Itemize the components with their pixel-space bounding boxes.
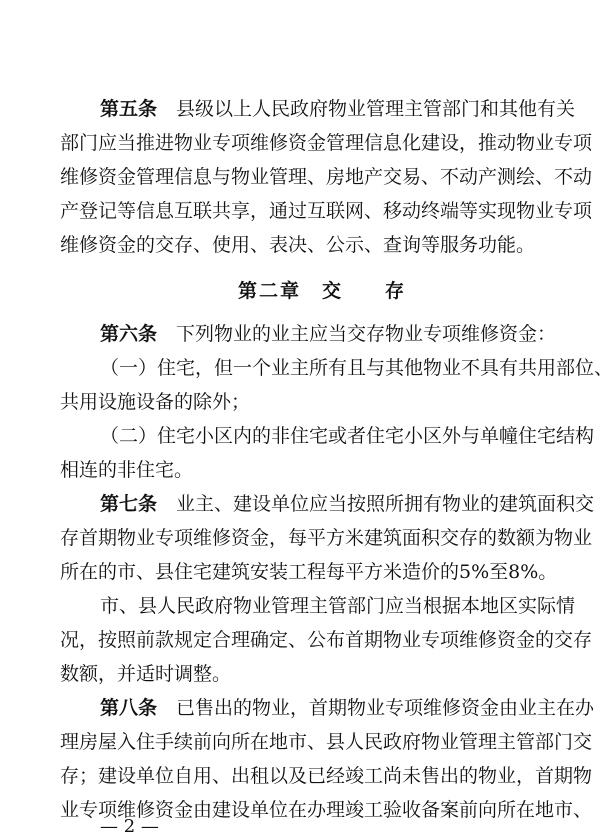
article-6-line-3: 共用设施设备的除外； <box>60 391 251 413</box>
article-5-line-5: 维修资金的交存、使用、表决、公示、查询等服务功能。 <box>60 234 536 256</box>
article-8-label: 第八条 <box>100 697 158 719</box>
article-8-line-3: 存；建设单位自用、出租以及已经竣工尚未售出的物业，首期物 <box>60 765 593 787</box>
article-7-line-3: 所在的市、县住宅建筑安装工程每平方米造价的5%至8%。 <box>60 561 558 583</box>
article-7-line-2: 存首期物业专项维修资金，每平方米建筑面积交存的数额为物业 <box>60 527 593 549</box>
article-7-line-5: 况，按照前款规定合理确定、公布首期物业专项维修资金的交存 <box>60 629 593 651</box>
article-5-line-2: 部门应当推进物业专项维修资金管理信息化建设，推动物业专项 <box>60 132 593 154</box>
article-5-line-4: 产登记等信息互联共享，通过互联网、移动终端等实现物业专项 <box>60 200 593 222</box>
article-5-line-3: 维修资金管理信息与物业管理、房地产交易、不动产测绘、不动 <box>60 166 593 188</box>
article-7-line-4: 市、县人民政府物业管理主管部门应当根据本地区实际情 <box>100 595 576 617</box>
page-number: — 2 — <box>100 816 159 837</box>
article-5-text-1: 县级以上人民政府物业管理主管部门和其他有关 <box>176 98 576 120</box>
article-8-line-4: 业专项维修资金由建设单位在办理竣工验收备案前向所在地市、 <box>60 799 593 821</box>
article-6-line-1 <box>100 322 556 346</box>
article-7-label: 第七条 <box>100 493 158 515</box>
article-6-line-2: （一）住宅，但一个业主所有且与其他物业不具有共用部位、 <box>100 357 614 379</box>
article-8-line-1 <box>100 696 594 720</box>
article-8-text-1: 已售出的物业，首期物业专项维修资金由业主在办 <box>176 697 595 719</box>
article-6-line-5: 相连的非住宅。 <box>60 459 194 481</box>
article-5-line-1 <box>100 97 575 121</box>
article-6-text-1: 下列物业的业主应当交存物业专项维修资金： <box>176 323 557 345</box>
article-7-line-6: 数额，并适时调整。 <box>60 663 232 685</box>
article-5-label: 第五条 <box>100 98 158 120</box>
chapter-2-heading: 第二章 交 存 <box>238 280 407 302</box>
article-7-text-1: 业主、建设单位应当按照所拥有物业的建筑面积交 <box>176 493 595 515</box>
article-8-line-2: 理房屋入住手续前向所在地市、县人民政府物业管理主管部门交 <box>60 731 593 753</box>
article-6-line-4: （二）住宅小区内的非住宅或者住宅小区外与单幢住宅结构 <box>100 425 595 447</box>
article-7-line-1 <box>100 492 594 516</box>
article-6-label: 第六条 <box>100 323 158 345</box>
